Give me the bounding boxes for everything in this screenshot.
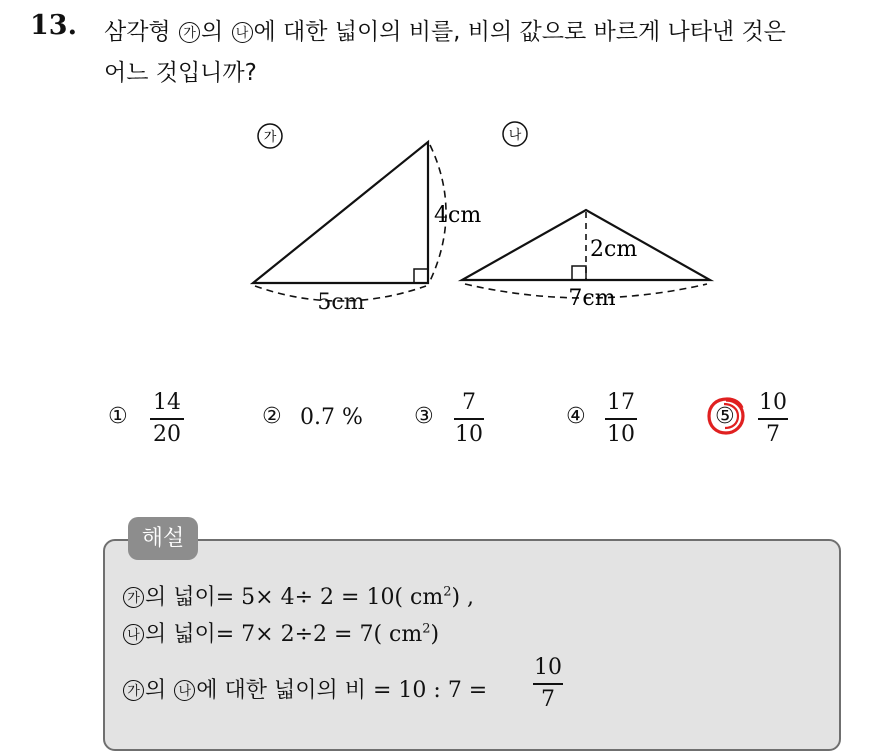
choice-4-denominator: 10 xyxy=(607,421,635,447)
triangle-ga xyxy=(253,124,446,301)
circled-ga-symbol: 가 xyxy=(123,680,144,701)
choice-5-fraction[interactable] xyxy=(758,390,788,448)
figure-label-ga: 가 xyxy=(263,130,277,145)
figure-label-na: 나 xyxy=(508,128,522,143)
solution-ratio-fraction: 10 7 xyxy=(534,655,562,712)
choice-4-fraction[interactable] xyxy=(605,390,637,448)
solution-line-1: 가 의 넓이= 5× 4÷ 2 = 10( $cm^2$) , xyxy=(122,580,474,611)
triangle-figures xyxy=(0,0,884,360)
circled-ga-symbol: 가 xyxy=(179,22,200,43)
solution-line-3: 가 의 나 에 대한 넓이의 비 = 10 : 7 = xyxy=(122,673,487,704)
choice-2-value[interactable]: 0.7 % xyxy=(300,405,363,430)
solution-tag: 해설 xyxy=(128,517,198,560)
ga-base-label: 5cm xyxy=(317,290,365,315)
choice-3-denominator: 10 xyxy=(455,421,483,447)
solution-line-2: 나 의 넓이= 7× 2÷2 = 7( $cm^2$) xyxy=(122,617,439,648)
circled-na-symbol: 나 xyxy=(232,22,253,43)
choice-3-mark[interactable]: ③ xyxy=(414,404,434,429)
choice-2-mark[interactable]: ② xyxy=(262,404,282,429)
circled-na-symbol: 나 xyxy=(174,680,195,701)
ga-height-label: 4cm xyxy=(434,203,482,228)
circled-ga-symbol: 가 xyxy=(123,587,144,608)
choice-1-mark[interactable]: ① xyxy=(108,404,128,429)
na-height-label: 2cm xyxy=(590,237,638,262)
question-number: 13. xyxy=(30,10,77,41)
question-text-part3: 에 대한 넓이의 비를, 비의 값으로 바르게 나타낸 것은 xyxy=(253,19,786,45)
question-text-line2: 어느 것입니까? xyxy=(104,60,257,86)
choice-4-mark[interactable]: ④ xyxy=(566,404,586,429)
choice-5-mark[interactable]: ⑤ xyxy=(715,404,735,429)
choice-4-numerator: 17 xyxy=(607,390,635,415)
choice-1-numerator: 14 xyxy=(153,390,181,415)
triangle-na xyxy=(462,122,710,298)
choice-3-fraction[interactable] xyxy=(454,390,484,448)
choice-5-denominator: 7 xyxy=(766,421,780,447)
circled-na-symbol: 나 xyxy=(123,624,144,645)
choice-1-denominator: 20 xyxy=(153,421,181,447)
choice-5-numerator: 10 xyxy=(759,390,787,415)
choice-3-numerator: 7 xyxy=(462,390,476,415)
na-base-label: 7cm xyxy=(568,286,616,311)
question-text-part2: 의 xyxy=(200,19,224,45)
choice-1-fraction[interactable] xyxy=(150,390,184,448)
question-text-part1: 삼각형 xyxy=(104,19,171,45)
